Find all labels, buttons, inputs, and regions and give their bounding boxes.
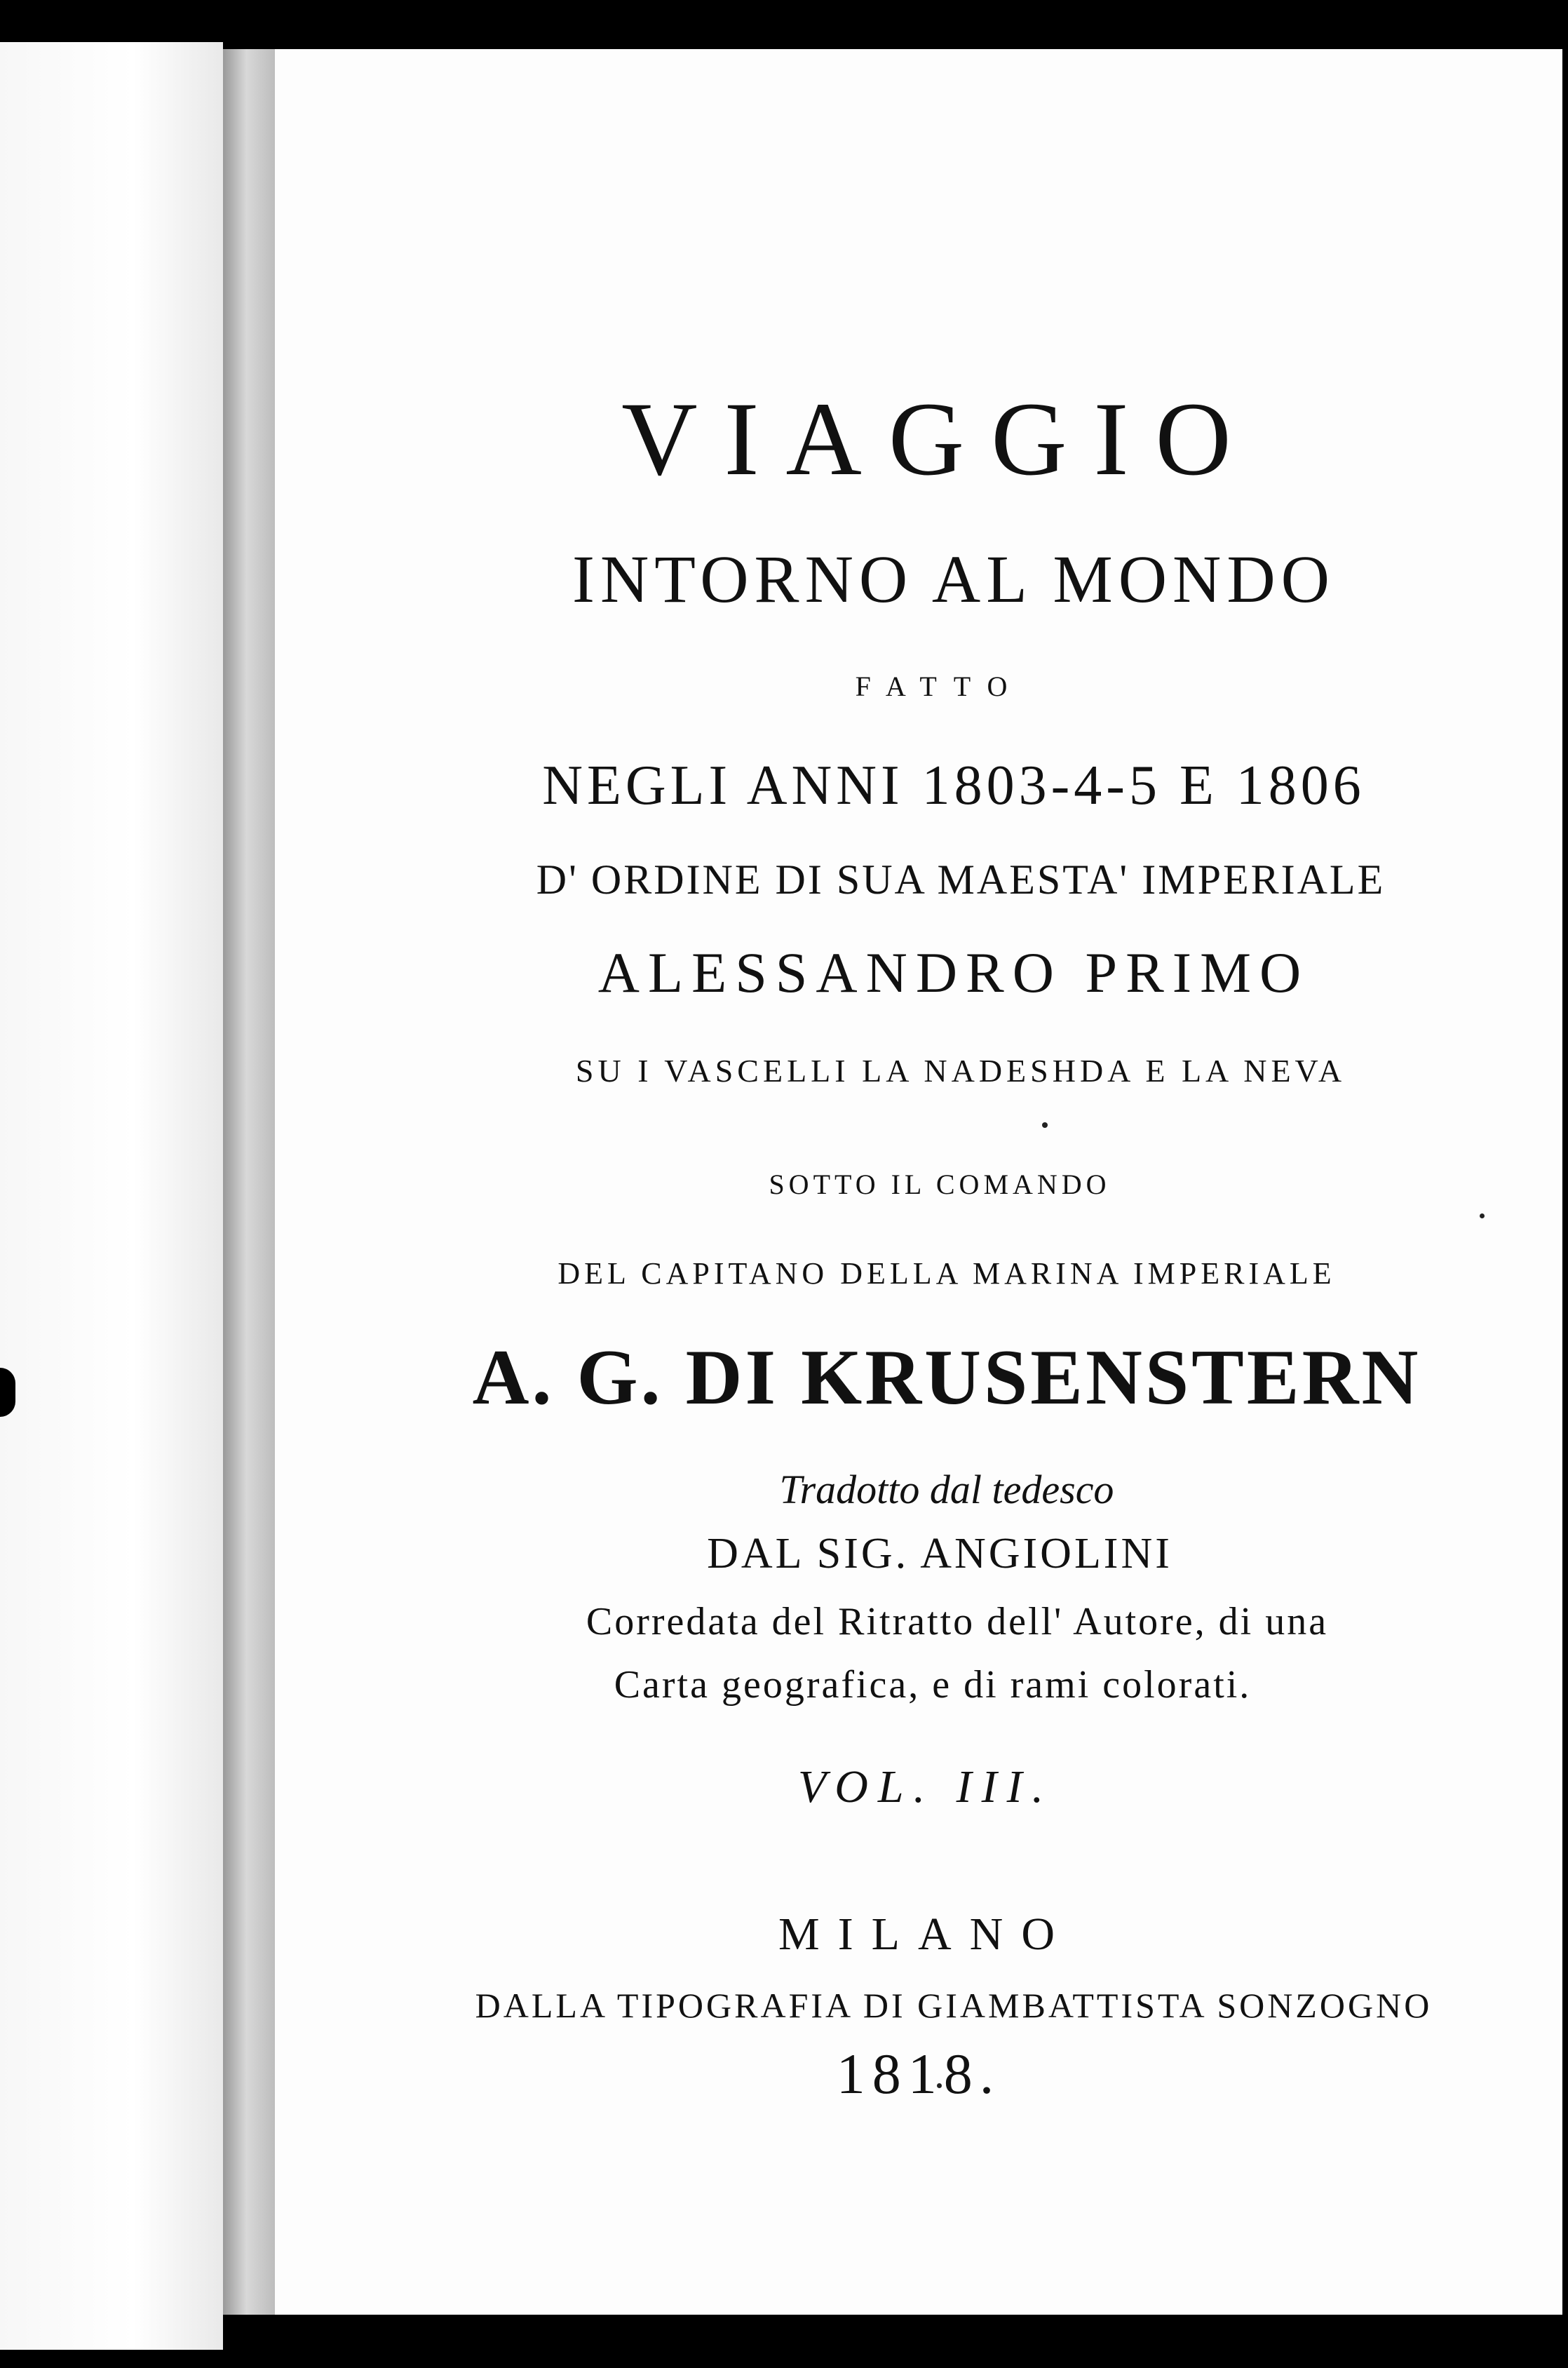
binding-mark [0,1368,15,1417]
line-years: NEGLI ANNI 1803-4-5 E 1806 [542,755,1365,816]
line-translated: Tradotto dal tedesco [779,1467,1114,1512]
line-sovereign: ALESSANDRO PRIMO [597,941,1310,1004]
title-page [275,49,1562,2315]
volume-number: VOL. III. [797,1761,1054,1812]
line-captain: DEL CAPITANO DELLA MARINA IMPERIALE [557,1256,1336,1291]
ink-speck [1480,1213,1485,1218]
title-main: VIAGGIO [621,381,1258,497]
author-name: A. G. DI KRUSENSTERN [472,1334,1421,1421]
imprint-year: 1818. [836,2042,1001,2106]
translator-name: DAL SIG. ANGIOLINI [707,1530,1172,1577]
facing-page-edge [0,42,223,2350]
ink-speck [1042,1122,1048,1128]
line-ships: SU I VASCELLI LA NADESHDA E LA NEVA [575,1053,1346,1089]
line-illustrations-1: Corredata del Ritratto dell' Autore, di una [586,1600,1329,1643]
line-fatto: FATTO [855,671,1025,702]
title-subtitle: INTORNO AL MONDO [572,541,1335,617]
imprint-printer: DALLA TIPOGRAFIA DI GIAMBATTISTA SONZOGNO [475,1986,1433,2025]
line-illustrations-2: Carta geografica, e di rami colorati. [614,1663,1252,1707]
line-command: SOTTO IL COMANDO [769,1169,1111,1200]
imprint-city: MILANO [778,1909,1073,1960]
line-order: D' ORDINE DI SUA MAESTA' IMPERIALE [536,856,1386,903]
book-gutter [223,49,275,2315]
